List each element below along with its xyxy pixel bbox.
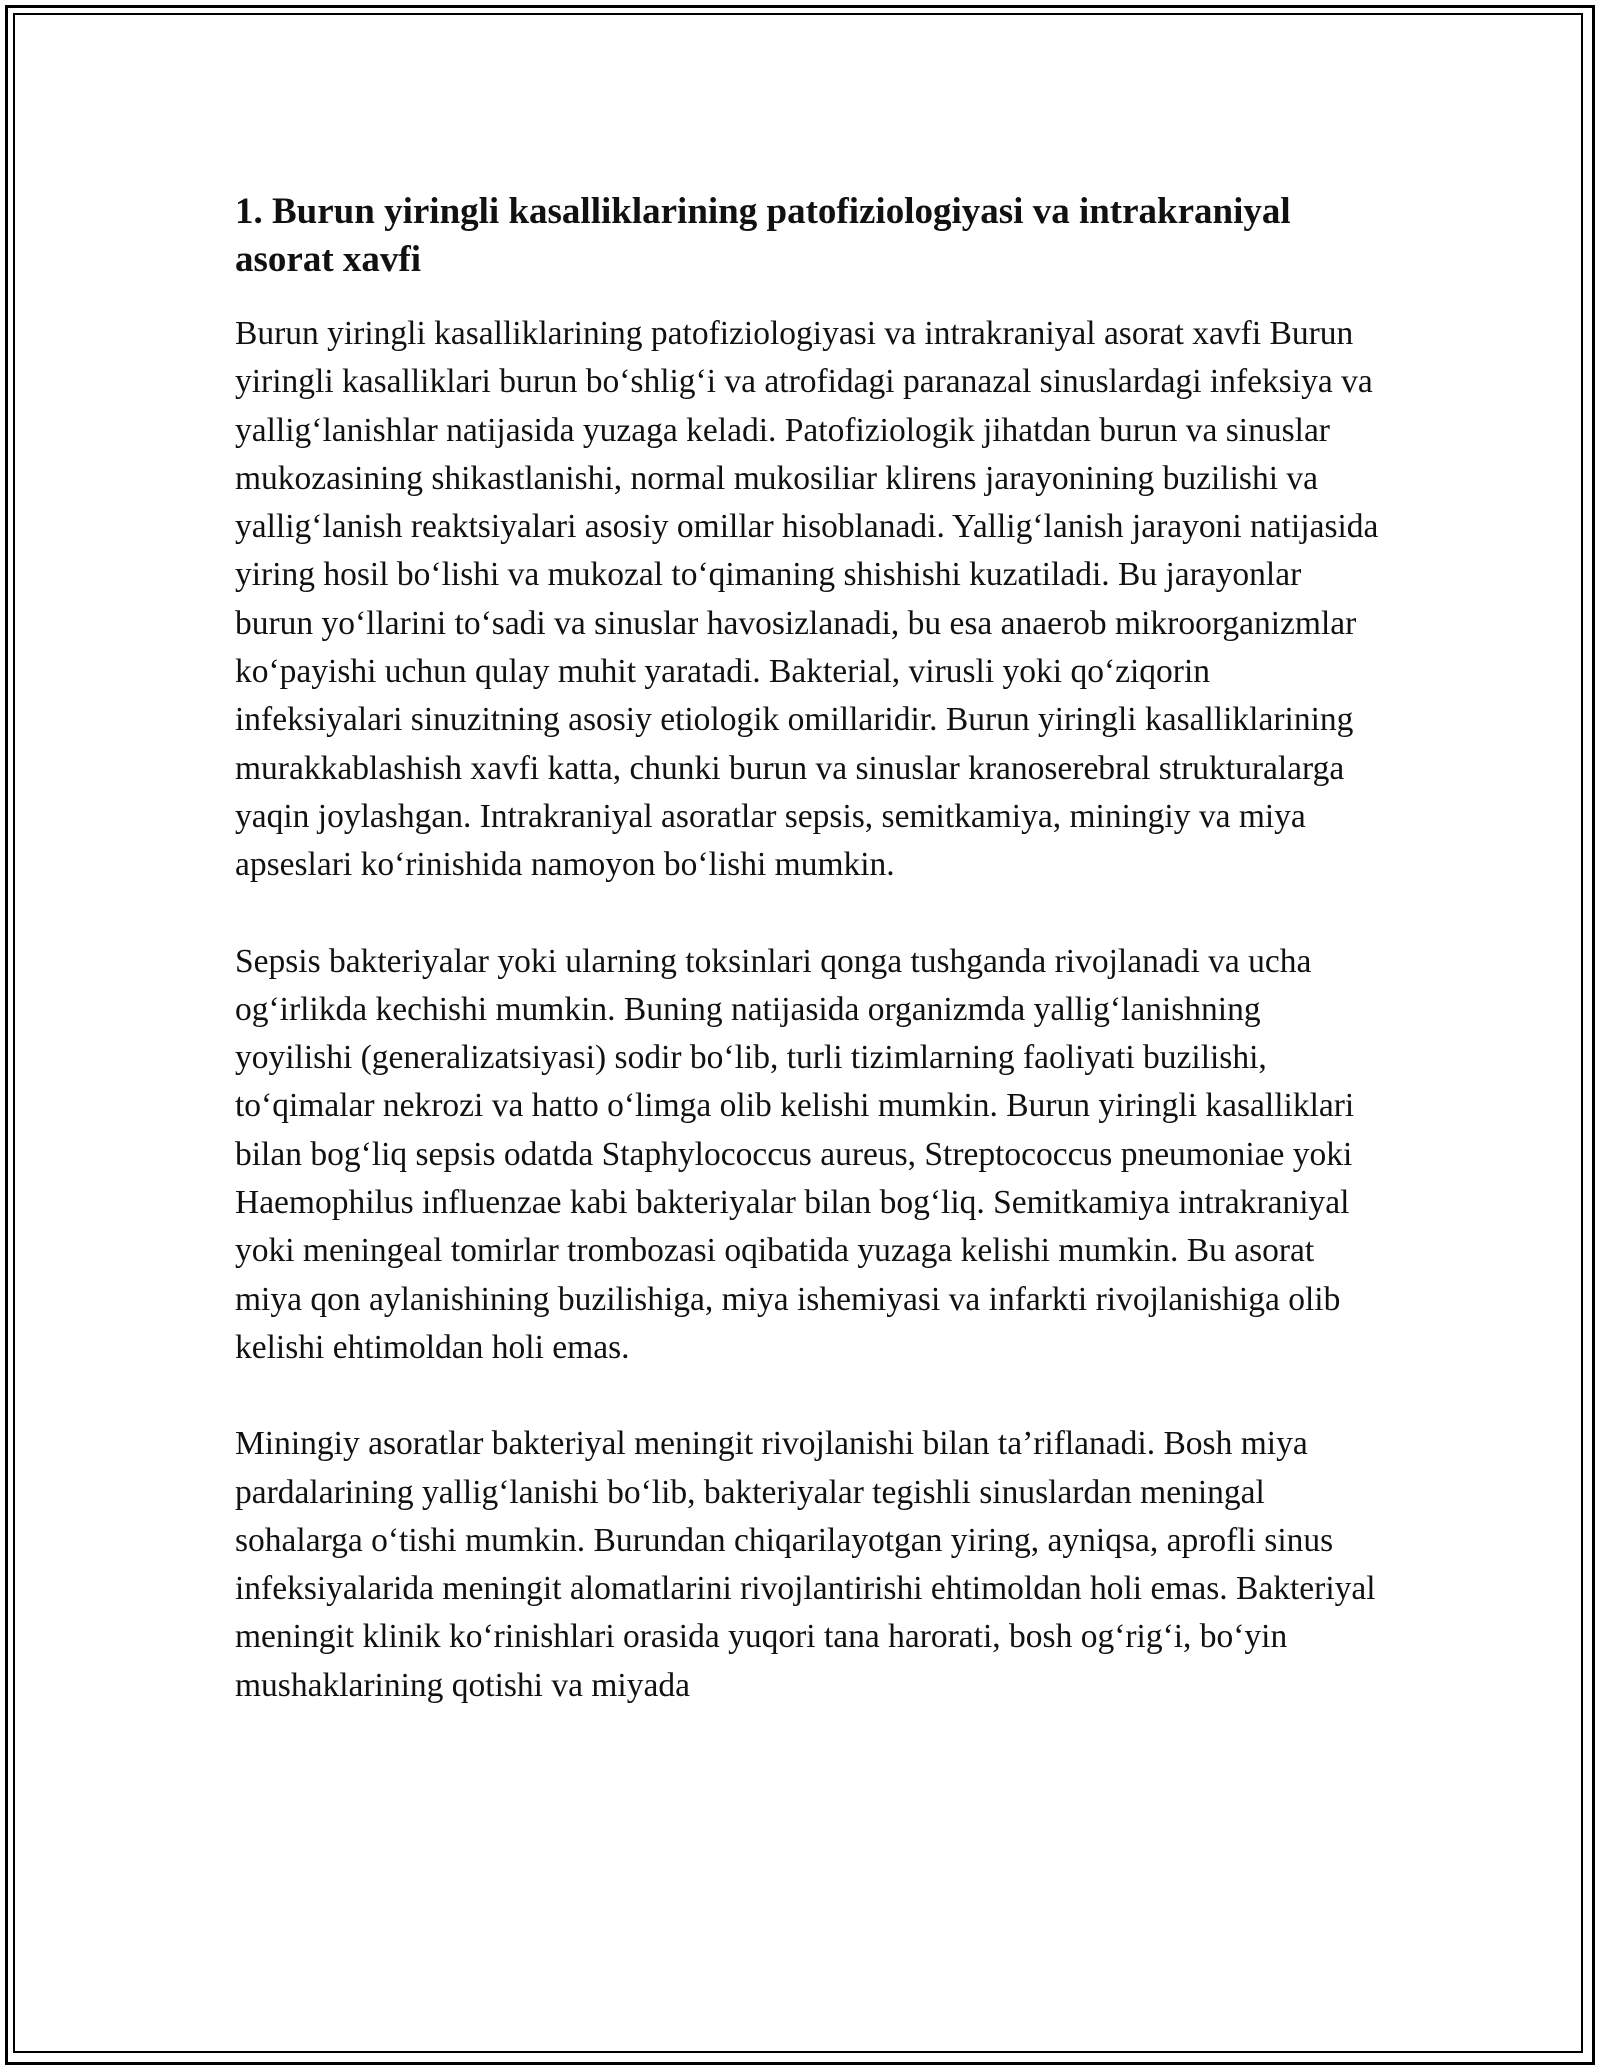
paragraph-2: Sepsis bakteriyalar yoki ularning toksinlari qonga tushganda rivojlanadi va ucha og‘irlikda kechishi mumkin. Buning natijasida organizmda yallig‘lanishning yoyilishi (generalizatsiyasi) sodir bo‘lib, turli tizimlarning faoliyati buzilishi, to‘qimalar nekrozi va hatto o‘limga olib kelishi mumkin. Burun yiringli kasalliklari bilan bog‘liq sepsis odatda Staphylococcus aureus, Streptococcus pneumoniae yoki Haemophilus influenzae kabi bakteriyalar bilan bog‘liq. Semitkamiya intrakraniyal yoki meningeal tomirlar trombozasi oqibatida yuzaga kelishi mumkin. Bu asorat miya qon aylanishining buzilishiga, miya ishemiyasi va infarkti rivojlanishiga olib kelishi ehtimoldan holi emas. [235,942,1355,1366]
document-body [235,188,1385,1710]
paragraph-1: Burun yiringli kasalliklarining patofiziologiyasi va intrakraniyal asorat xavfi Burun yiringli kasalliklari burun bo‘shlig‘i va atrofidagi paranazal sinuslardagi infeksiya va yallig‘lanishlar natijasida yuzaga keladi. Patofiziologik jihatdan burun va sinuslar mukozasining shikastlanishi, normal mukosiliar klirens jarayonining buzilishi va yallig‘lanish reaktsiyalari asosiy omillar hisoblanadi. Yallig‘lanish jarayoni natijasida yiring hosil bo‘lishi va mukozal to‘qimaning shishishi kuzatiladi. Bu jarayonlar burun yo‘llarini to‘sadi va sinuslar havosizlanadi, bu esa anaerob mikroorganizmlar ko‘payishi uchun qulay muhit yaratadi. Bakterial, virusli yoki qo‘ziqorin infeksiyalari sinuzitning asosiy etiologik omillaridir. Burun yiringli kasalliklarining murakkablashish xavfi katta, chunki burun va sinuslar kranoserebral strukturalarga yaqin joylashgan. Intrakraniyal asoratlar sepsis, semitkamiya, miningiy va miya apseslari ko‘rinishida namoyon bo‘lishi mumkin. [235,315,1379,884]
paragraph-3: Miningiy asoratlar bakteriyal meningit rivojlanishi bilan ta’riflanadi. Bosh miya pardalarining yallig‘lanishi bo‘lib, bakteriyalar tegishli sinuslardan meningal sohalarga o‘tishi mumkin. Burundan chiqarilayotgan yiring, ayniqsa, aprofli sinus infeksiyalarida meningit alomatlarini rivojlantirishi ehtimoldan holi emas. Bakteriyal meningit klinik ko‘rinishlari orasida yuqori tana harorati, bosh og‘rig‘i, bo‘yin mushaklarining qotishi va miyada [235,1425,1376,1704]
section-heading: 1. Burun yiringli kasalliklarining patofiziologiyasi va intrakraniyal asorat xavfi [235,191,1291,280]
